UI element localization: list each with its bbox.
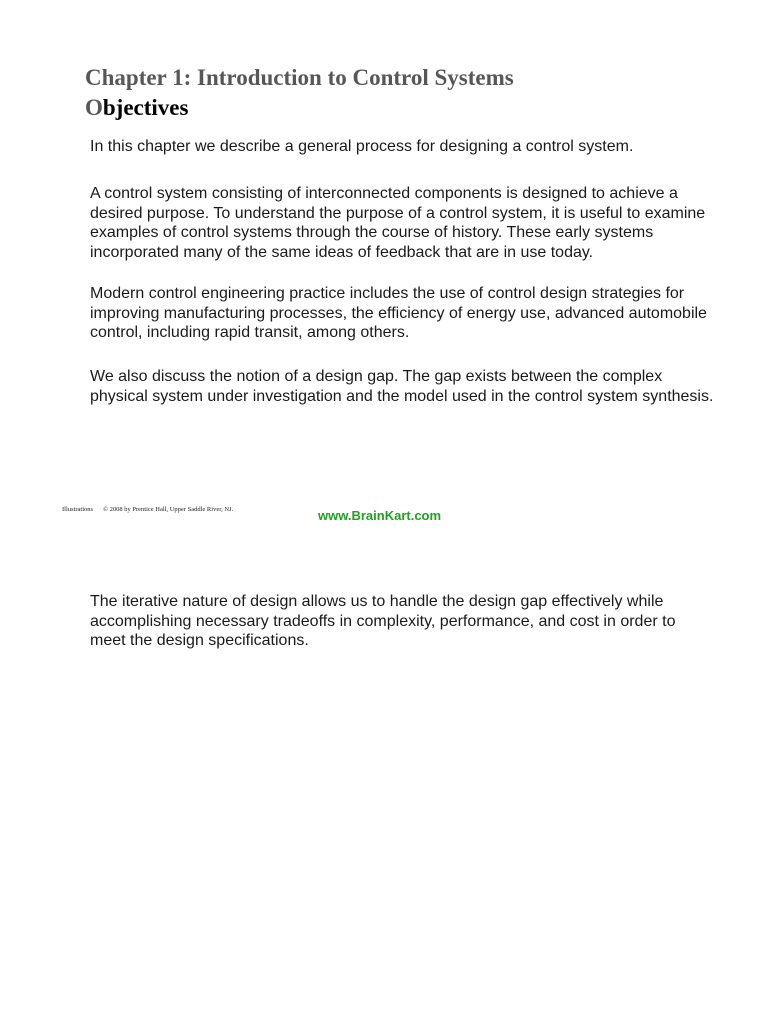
credit-label: Illustrations <box>62 506 94 513</box>
objectives-heading <box>85 94 188 122</box>
paragraph-iterative-design: The iterative nature of design allows us to handle the design gap effectively while accomplishing necessary tradeoffs in complexity, performance, and cost in order to meet the design specifications. <box>90 593 676 649</box>
chapter-title: Chapter 1: Introduction to Control Systems <box>85 65 514 90</box>
site-watermark: www.BrainKart.com <box>318 508 442 523</box>
paragraph-modern-engineering: Modern control engineering practice includes the use of control design strategies for improving manufacturing processes, the efficiency of energy use, advanced automobile control, including rapid transit, among others. <box>90 285 707 341</box>
objectives-heading-initial: O <box>85 95 103 120</box>
paragraph-design-gap: We also discuss the notion of a design gap. The gap exists between the complex physical system under investigation and the model used in the control system synthesis. <box>90 368 714 405</box>
illustration-credit <box>62 505 233 514</box>
paragraph-control-system: A control system consisting of interconnected components is designed to achieve a desired purpose. To understand the purpose of a control system, it is useful to examine examples of control systems through the course of history. These early systems incorporated many of the same ideas of feedback that are in use today. <box>90 185 706 261</box>
credit-text: © 2008 by Prentice Hall, Upper Saddle River, NJ. <box>103 506 234 513</box>
paragraph-intro: In this chapter we describe a general process for designing a control system. <box>90 138 634 155</box>
objectives-heading-rest: bjectives <box>102 95 189 120</box>
